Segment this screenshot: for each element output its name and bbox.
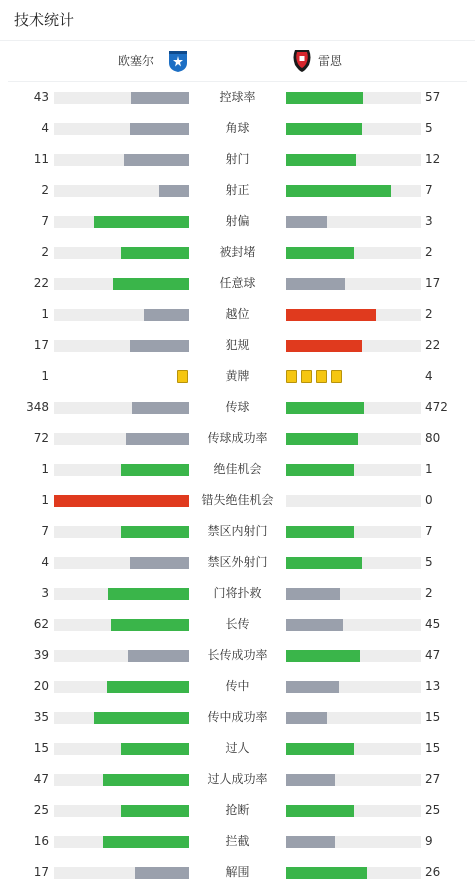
away-stat-bar	[286, 619, 421, 631]
away-stat-bar-fill	[286, 588, 340, 600]
home-team-name[interactable]: 欧塞尔	[117, 54, 154, 68]
home-stat-bar-fill	[111, 619, 189, 631]
home-stat-value: 20	[33, 679, 49, 693]
home-stat-bar-fill	[144, 309, 189, 321]
home-stat-bar-fill	[130, 340, 189, 352]
home-stat-bar	[54, 650, 189, 662]
stat-label: 解围	[225, 865, 250, 879]
away-stat-bar	[286, 247, 421, 259]
away-stat-bar	[286, 464, 421, 476]
home-stat-bar-fill	[121, 743, 189, 755]
away-stat-value: 7	[425, 524, 433, 538]
away-stat-value: 2	[425, 586, 433, 600]
home-stat-bar	[54, 340, 189, 352]
home-stat-bar-fill	[135, 867, 189, 879]
home-stat-bar-fill	[54, 495, 189, 507]
away-stat-value: 7	[425, 183, 433, 197]
away-stat-bar-fill	[286, 681, 339, 693]
home-stat-bar-fill	[124, 154, 189, 166]
away-stat-value: 2	[425, 307, 433, 321]
auxerre-crest-icon[interactable]	[168, 49, 188, 73]
home-stat-bar-fill	[107, 681, 189, 693]
away-stat-bar-fill	[286, 557, 362, 569]
away-stat-value: 15	[425, 710, 441, 724]
rennes-crest-icon[interactable]	[292, 49, 312, 73]
stat-label: 控球率	[219, 90, 256, 104]
home-stat-bar	[54, 185, 189, 197]
home-stat-value: 17	[33, 338, 49, 352]
home-stat-value: 43	[33, 90, 49, 104]
stat-label: 射门	[225, 152, 250, 166]
home-stat-bar	[54, 464, 189, 476]
home-stat-bar-fill	[130, 557, 189, 569]
yellow-card-icon	[177, 370, 188, 383]
away-stat-bar	[286, 92, 421, 104]
stat-label: 黄牌	[225, 369, 250, 383]
stat-row	[0, 609, 475, 640]
stat-label: 禁区外射门	[207, 555, 268, 569]
home-stat-bar-fill	[94, 216, 189, 228]
away-stat-bar	[286, 867, 421, 879]
home-stat-bar	[54, 805, 189, 817]
stat-label: 拦截	[225, 834, 250, 848]
away-stat-bar	[286, 743, 421, 755]
stat-row	[0, 330, 475, 361]
home-stat-value: 16	[33, 834, 49, 848]
away-stat-bar-fill	[286, 433, 358, 445]
stat-row	[0, 795, 475, 826]
home-stat-bar-fill	[128, 650, 189, 662]
stat-row	[0, 516, 475, 547]
home-stat-value: 1	[41, 307, 49, 321]
away-stat-bar	[286, 185, 421, 197]
stat-label: 射偏	[225, 214, 250, 228]
yellow-card-icon	[286, 370, 297, 383]
home-stat-bar	[54, 123, 189, 135]
away-stat-bar	[286, 278, 421, 290]
away-stat-value: 15	[425, 741, 441, 755]
home-stat-value: 4	[41, 121, 49, 135]
home-stat-bar	[54, 495, 189, 507]
stat-row	[0, 392, 475, 423]
home-stat-bar	[54, 867, 189, 879]
home-stat-bar	[54, 433, 189, 445]
stat-row	[0, 237, 475, 268]
home-stat-bar-fill	[94, 712, 189, 724]
stat-label: 传球	[225, 400, 250, 414]
home-stat-bar	[54, 92, 189, 104]
home-stat-bar-fill	[103, 836, 189, 848]
home-stat-value: 15	[33, 741, 49, 755]
stat-row	[0, 826, 475, 857]
stat-row	[0, 82, 475, 113]
stat-row	[0, 175, 475, 206]
stat-row	[0, 206, 475, 237]
stat-row	[0, 671, 475, 702]
away-stat-bar	[286, 340, 421, 352]
away-stat-bar	[286, 433, 421, 445]
away-stat-bar	[286, 123, 421, 135]
away-stat-bar-fill	[286, 402, 364, 414]
away-stat-value: 4	[425, 369, 433, 383]
away-stat-bar-fill	[286, 774, 335, 786]
home-stat-value: 2	[41, 245, 49, 259]
home-stat-value: 348	[26, 400, 49, 414]
teams-header	[8, 41, 467, 82]
away-stat-value: 1	[425, 462, 433, 476]
away-stat-value: 13	[425, 679, 441, 693]
stat-row	[0, 144, 475, 175]
stat-label: 禁区内射门	[207, 524, 268, 538]
away-stat-value: 12	[425, 152, 441, 166]
page-title: 技术统计	[14, 11, 75, 29]
stat-row	[0, 361, 475, 392]
stat-row	[0, 299, 475, 330]
away-stat-value: 5	[425, 121, 433, 135]
home-stat-bar	[54, 154, 189, 166]
home-stat-bar-fill	[132, 402, 189, 414]
away-stat-bar-fill	[286, 743, 354, 755]
stat-row	[0, 764, 475, 795]
home-stat-value: 11	[33, 152, 49, 166]
stat-label: 绝佳机会	[213, 462, 262, 476]
away-stat-value: 2	[425, 245, 433, 259]
away-stat-value: 80	[425, 431, 441, 445]
home-stat-value: 1	[41, 369, 49, 383]
home-stat-bar	[54, 619, 189, 631]
away-stat-bar	[286, 836, 421, 848]
stat-row	[0, 702, 475, 733]
stat-label: 抢断	[225, 803, 250, 817]
stat-label: 传球成功率	[207, 431, 268, 445]
away-stat-bar	[286, 309, 421, 321]
stat-label: 错失绝佳机会	[201, 493, 274, 507]
stat-row	[0, 733, 475, 764]
stat-label: 过人成功率	[207, 772, 268, 786]
home-stat-bar-fill	[113, 278, 189, 290]
stat-label: 长传成功率	[207, 648, 268, 662]
home-stat-bar	[54, 402, 189, 414]
home-stat-value: 2	[41, 183, 49, 197]
stat-row	[0, 640, 475, 671]
away-team-name[interactable]: 雷恩	[318, 54, 343, 68]
away-stat-value: 3	[425, 214, 433, 228]
away-stat-value: 47	[425, 648, 441, 662]
stat-label: 传中成功率	[207, 710, 268, 724]
home-stat-value: 72	[33, 431, 49, 445]
stats-list	[0, 82, 475, 888]
away-stat-bar-fill	[286, 154, 356, 166]
home-stat-value: 1	[41, 493, 49, 507]
away-stat-bar	[286, 402, 421, 414]
away-stat-bar-fill	[286, 340, 362, 352]
home-stat-bar	[54, 309, 189, 321]
home-stat-bar	[54, 774, 189, 786]
stat-row	[0, 423, 475, 454]
stat-label: 角球	[225, 121, 250, 135]
home-stat-bar	[54, 526, 189, 538]
home-stat-value: 7	[41, 524, 49, 538]
stat-label: 犯规	[225, 338, 250, 352]
away-stat-bar	[286, 712, 421, 724]
stat-row	[0, 454, 475, 485]
away-stat-bar-fill	[286, 123, 362, 135]
away-stat-value: 5	[425, 555, 433, 569]
away-stat-value: 9	[425, 834, 433, 848]
away-stat-value: 17	[425, 276, 441, 290]
away-stat-value: 26	[425, 865, 441, 879]
home-stat-bar	[54, 681, 189, 693]
away-stat-bar-fill	[286, 247, 354, 259]
stat-label: 长传	[225, 617, 250, 631]
stat-label: 被封堵	[219, 245, 256, 259]
yellow-card-icon	[301, 370, 312, 383]
home-stat-bar-fill	[130, 123, 189, 135]
away-stat-value: 57	[425, 90, 441, 104]
away-stat-bar-fill	[286, 650, 360, 662]
away-stat-bar-fill	[286, 309, 376, 321]
home-stat-bar-fill	[121, 247, 189, 259]
away-cards	[286, 370, 346, 383]
away-stat-bar	[286, 650, 421, 662]
stat-row	[0, 268, 475, 299]
stat-label: 任意球	[219, 276, 256, 290]
yellow-card-icon	[331, 370, 342, 383]
home-stat-bar-fill	[121, 526, 189, 538]
away-stat-value: 0	[425, 493, 433, 507]
home-stat-bar-fill	[159, 185, 189, 197]
yellow-card-icon	[316, 370, 327, 383]
stat-label: 门将扑救	[213, 586, 262, 600]
home-stat-bar-fill	[103, 774, 189, 786]
away-stat-bar-fill	[286, 464, 354, 476]
stat-row	[0, 113, 475, 144]
away-stat-bar-fill	[286, 92, 363, 104]
stat-row	[0, 485, 475, 516]
home-stat-bar	[54, 712, 189, 724]
home-stat-bar	[54, 216, 189, 228]
away-stat-bar-fill	[286, 712, 327, 724]
home-stat-value: 47	[33, 772, 49, 786]
home-stat-bar-fill	[108, 588, 189, 600]
away-stat-bar-fill	[286, 278, 345, 290]
stat-label: 越位	[225, 307, 250, 321]
away-stat-bar-fill	[286, 805, 354, 817]
home-stat-bar-fill	[121, 464, 189, 476]
home-stat-value: 35	[33, 710, 49, 724]
home-stat-value: 25	[33, 803, 49, 817]
home-stat-value: 7	[41, 214, 49, 228]
away-stat-bar-fill	[286, 867, 367, 879]
stats-header	[0, 0, 475, 41]
home-stat-bar	[54, 743, 189, 755]
home-stat-value: 62	[33, 617, 49, 631]
home-stat-value: 17	[33, 865, 49, 879]
home-cards	[173, 370, 188, 383]
home-stat-bar	[54, 557, 189, 569]
home-stat-value: 22	[33, 276, 49, 290]
away-stat-value: 27	[425, 772, 441, 786]
home-stat-bar	[54, 836, 189, 848]
away-stat-bar	[286, 681, 421, 693]
home-stat-bar	[54, 247, 189, 259]
away-stat-bar	[286, 154, 421, 166]
home-stat-value: 3	[41, 586, 49, 600]
home-stat-bar	[54, 278, 189, 290]
away-stat-bar-fill	[286, 619, 343, 631]
stat-row	[0, 578, 475, 609]
home-stat-bar-fill	[131, 92, 189, 104]
stat-label: 过人	[225, 741, 250, 755]
away-stat-bar-fill	[286, 526, 354, 538]
away-stat-bar	[286, 526, 421, 538]
home-stat-bar	[54, 588, 189, 600]
away-stat-bar	[286, 588, 421, 600]
stat-label: 传中	[225, 679, 250, 693]
stat-row	[0, 547, 475, 578]
home-stat-bar-fill	[121, 805, 189, 817]
stat-row	[0, 857, 475, 888]
away-stat-value: 22	[425, 338, 441, 352]
away-stat-value: 25	[425, 803, 441, 817]
away-stat-bar	[286, 774, 421, 786]
home-stat-value: 1	[41, 462, 49, 476]
away-stat-bar-fill	[286, 836, 335, 848]
away-stat-bar-fill	[286, 216, 327, 228]
stat-label: 射正	[225, 183, 250, 197]
home-stat-value: 4	[41, 555, 49, 569]
away-stat-bar	[286, 557, 421, 569]
away-stat-bar	[286, 805, 421, 817]
home-stat-bar-fill	[126, 433, 189, 445]
away-stat-bar-fill	[286, 185, 391, 197]
home-stat-value: 39	[33, 648, 49, 662]
away-stat-value: 45	[425, 617, 441, 631]
away-stat-bar	[286, 495, 421, 507]
away-stat-bar	[286, 216, 421, 228]
away-stat-value: 472	[425, 400, 448, 414]
